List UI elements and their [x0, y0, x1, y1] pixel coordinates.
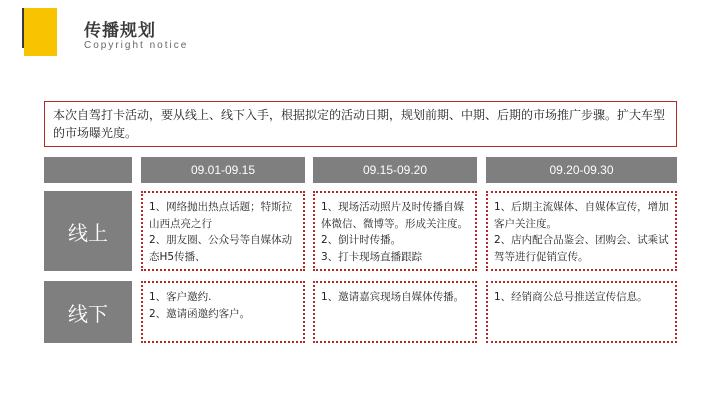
cell-line: 1、后期主流媒体、自媒体宣传，增加客户关注度。 [494, 201, 669, 230]
cell-online-mid [313, 191, 477, 271]
cell-line: 3、打卡现场直播跟踪 [321, 250, 423, 263]
cell-line: 1、客户邀约. [149, 291, 212, 303]
intro-text-box: 本次自驾打卡活动，要从线上、线下入手，根据拟定的活动日期，规划前期、中期、后期的市场推广步骤。扩大车型的市场曝光度。 [44, 101, 677, 147]
cell-offline-late [486, 281, 677, 343]
cell-online-late [486, 191, 677, 271]
cell-online-early [141, 191, 305, 271]
cell-line: 1、邀请嘉宾现场自媒体传播。 [321, 291, 465, 303]
column-header-1: 09.01-09.15 [141, 157, 305, 183]
accent-square [24, 8, 57, 56]
cell-offline-mid [313, 281, 477, 343]
cell-line: 1、现场活动照片及时传播自媒体微信、微博等。形成关注度。 [321, 201, 468, 230]
row-label-online: 线上 [44, 191, 132, 271]
cell-line: 2、倒计时传播。 [321, 234, 402, 246]
accent-line [22, 8, 24, 48]
page-subtitle: Copyright notice [84, 40, 189, 51]
cell-line: 1、网络抛出热点话题；特斯拉山西点亮之行 [149, 201, 293, 230]
cell-line: 1、经销商公总号推送宣传信息。 [494, 291, 648, 303]
page-title: 传播规划 [84, 21, 156, 41]
table-corner-header [44, 157, 132, 183]
cell-line: 2、朋友圈、公众号等自媒体动态H5传播、 [149, 234, 293, 263]
column-header-3: 09.20-09.30 [486, 157, 677, 183]
cell-line: 2、店内配合品鉴会、团购会、试乘试驾等进行促销宣传。 [494, 234, 669, 263]
cell-line: 2、邀请函邀约客户。 [149, 307, 251, 320]
cell-offline-early [141, 281, 305, 343]
row-label-offline: 线下 [44, 281, 132, 343]
column-header-2: 09.15-09.20 [313, 157, 477, 183]
